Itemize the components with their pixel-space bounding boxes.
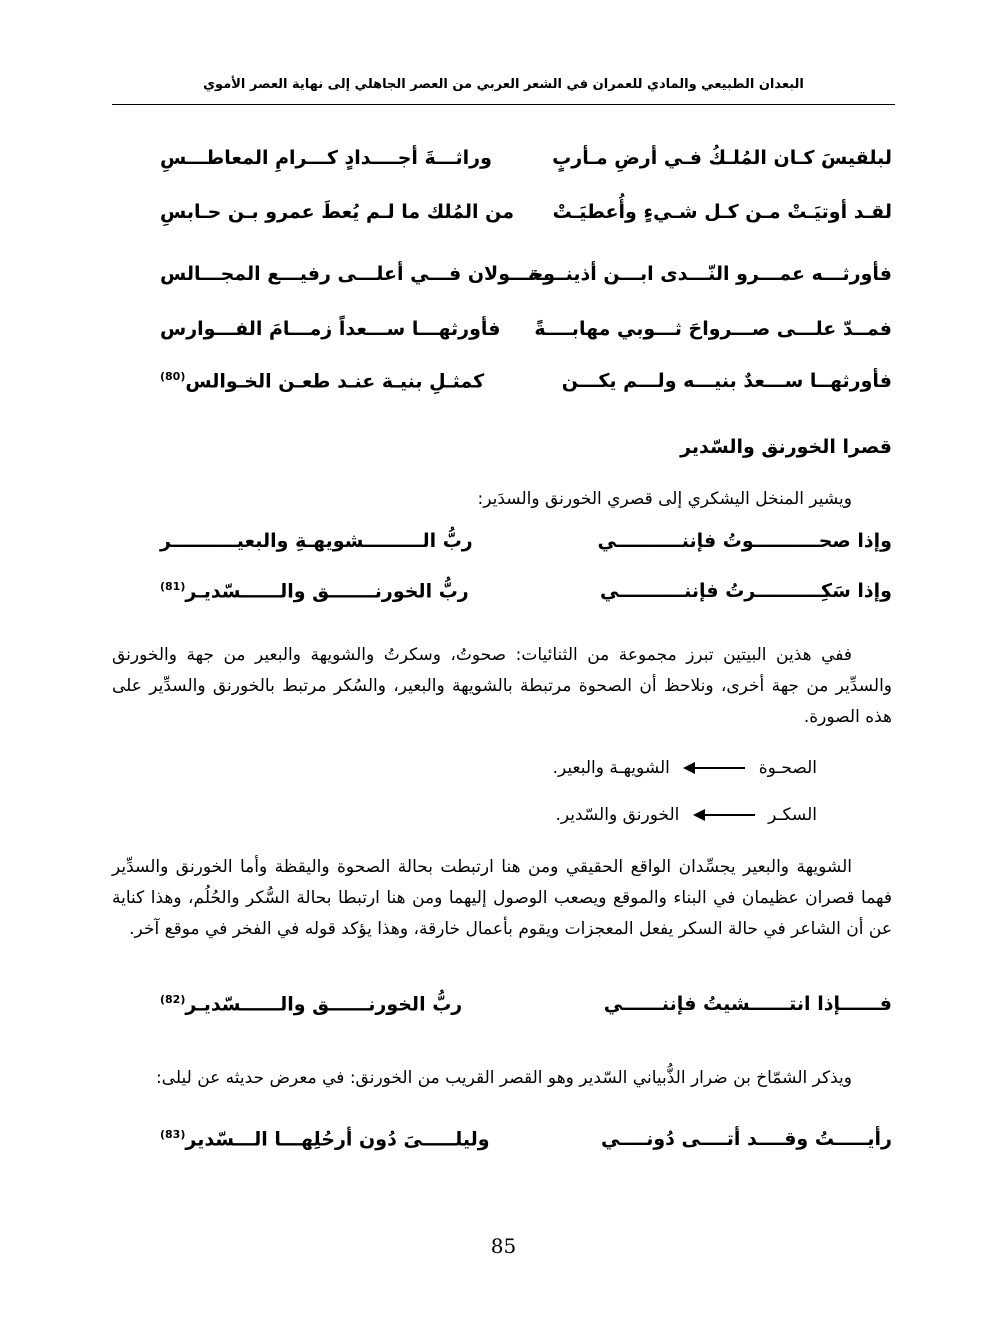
verse-first-hemistich: وإذا سَكِــــــــــرتُ فإننــــــــــي — [599, 580, 892, 602]
verse-first-hemistich: فــــــإذا انتــــــشيتُ فإننــــــي — [603, 993, 892, 1015]
verse-second-hemistich — [160, 993, 462, 1015]
verse-second-hemistich — [160, 370, 484, 392]
arrow-left-icon — [683, 761, 745, 775]
body-paragraph: الشويهة والبعير يجسِّدان الواقع الحقيقي ومن هنا ارتبطت بحالة الصحوة واليقظة وأما الخورنق والسدِّير فهما قصران عظيمان في البناء والموقع ويصعب الوصول إليهما ومن هنا ارتبطا بحالة السُّكر والحُلُم، وهذا كناية عن أن الشاعر في حالة السكر يفعل المعجزات ويقوم بأعمال خارقة، وهذا يؤكد قوله في الفخر في موقع آخر. — [112, 857, 892, 939]
arrow-left-icon — [693, 808, 755, 822]
relation-source: الصحـوة — [758, 758, 817, 778]
verse-line — [120, 530, 892, 564]
verse-line — [120, 993, 892, 1027]
verse-second-hemistich: فأورثهـــا ســـعداً زمـــامَ الفـــوارس — [160, 318, 501, 340]
verse-second-hemistich — [160, 1128, 490, 1150]
verse-text: كمثـلِ بنيـة عنـد طعـن الخـوالس — [185, 370, 485, 393]
footnote-ref: (83) — [160, 1128, 186, 1141]
verse-first-hemistich: لبلقيسَ كـان المُلـكُ فـي أرضِ مـأربٍ — [552, 147, 892, 169]
verse-text: وليلـــــىَ دُون أرحُلِهـــا الـــسّدير — [185, 1128, 490, 1151]
verse-text: ربُّ الخورنـــــــق والــــــسّديـر — [185, 580, 469, 603]
verse-first-hemistich: لقـد أوتيَـتْ مـن كـل شـيءٍ وأُعطيَـتْ — [552, 201, 892, 223]
verse-line — [120, 147, 892, 181]
verse-second-hemistich: وراثـــةَ أجــــدادٍ كـــرامِ المعاطـــسِ — [160, 147, 492, 169]
relation-target: الشويهـة والبعير. — [552, 758, 670, 778]
verse-first-hemistich: فأورثهــا ســـعدٌ بنيـــه ولـــم يكـــن — [561, 370, 892, 392]
body-paragraph: ففي هذين البيتين تبرز مجموعة من الثنائيات: صحوتُ، وسكرتُ والشويهة والبعير من جهة والخورنق والسدِّير من جهة أخرى، ونلاحظ أن الصحوة مرتبطة بالشويهة والبعير، والسُكر مرتبط بالخورنق والسدِّير على هذه الصورة. — [112, 645, 892, 727]
verse-second-hemistich: من المُلك ما لـم يُعطَ عمرو بـن حـابسِ — [160, 201, 515, 223]
verse-first-hemistich: رأيـــــتُ وقــــد أتــــى دُونــــي — [601, 1128, 892, 1150]
intro-paragraph: ويشير المنخل اليشكري إلى قصري الخورنق والسدَير: — [477, 489, 852, 509]
verse-first-hemistich: فأورثـــه عمـــرو النّـــدى ابـــن أذينــــة — [528, 263, 892, 285]
footnote-ref: (82) — [160, 993, 186, 1006]
verse-line — [120, 1128, 892, 1162]
header-rule — [112, 104, 895, 105]
section-heading: قصرا الخورنق والسّدير — [680, 436, 892, 458]
verse-line — [120, 580, 892, 614]
verse-line — [120, 370, 892, 404]
verse-first-hemistich: وإذا صحــــــــــوتُ فإننــــــــــي — [597, 530, 892, 552]
footnote-ref: (81) — [160, 580, 186, 593]
verse-text: ربُّ الخورنــــــق والــــــسّديـر — [185, 993, 463, 1016]
verse-second-hemistich — [160, 580, 469, 602]
footnote-ref: (80) — [160, 370, 186, 383]
relation-source: السكـر — [768, 805, 817, 825]
page-number: 85 — [490, 1234, 517, 1258]
running-header: البعدان الطبيعي والمادي للعمران في الشعر العربي من العصر الجاهلي إلى نهاية العصر الأموي — [203, 77, 804, 92]
relation-target: الخورنق والسّدير. — [555, 805, 680, 825]
relation-row — [555, 805, 817, 825]
verse-second-hemistich: ربُّ الـــــــــشويهـةِ والبعيــــــــــر — [160, 530, 473, 552]
verse-line — [120, 201, 892, 235]
verse-second-hemistich: وخـــولان فـــي أعلـــى رفيـــع المجـــالس — [160, 263, 556, 285]
body-paragraph: ويذكر الشمّاخ بن ضرار الذُّبياني السّدير وهو القصر القريب من الخورنق: في معرض حديثه عن ليلى: — [155, 1068, 852, 1088]
relation-row — [553, 758, 817, 778]
verse-first-hemistich: فمــدّ علـــى صـــرواحَ ثـــوبي مهابــــةً — [534, 318, 892, 340]
verse-line — [120, 263, 892, 297]
verse-line — [120, 318, 892, 352]
